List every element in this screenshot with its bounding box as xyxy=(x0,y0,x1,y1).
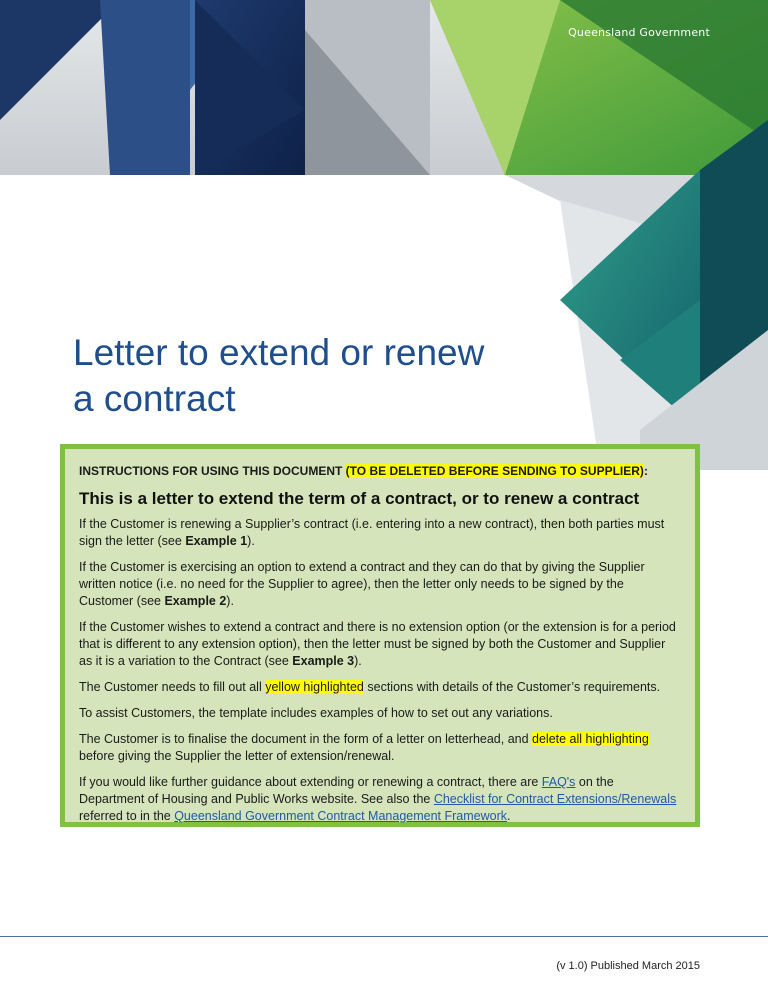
checklist-link[interactable]: Checklist for Contract Extensions/Renewals xyxy=(433,792,677,806)
paragraph-renewal-end: ). xyxy=(247,534,255,548)
letter-purpose-heading: This is a letter to extend the term of a contract, or to renew a contract xyxy=(79,489,640,508)
paragraph-further-guidance xyxy=(79,774,681,825)
paragraph-renewal-text: If the Customer is renewing a Supplier’s contract (i.e. entering into a new contract), then both parties must sign the letter (see xyxy=(79,517,665,548)
document-title xyxy=(73,330,513,422)
paragraph-variation xyxy=(79,619,681,670)
contract-management-framework-link[interactable]: Queensland Government Contract Management Framework xyxy=(174,809,507,823)
paragraph-finalise-pre: The Customer is to finalise the document in the form of a letter on letterhead, and xyxy=(79,732,533,746)
title-line-1: Letter to extend or renew xyxy=(73,332,485,373)
government-label: Queensland Government xyxy=(568,26,710,39)
instructions-box xyxy=(60,444,700,827)
instructions-heading-prefix: INSTRUCTIONS FOR USING THIS DOCUMENT xyxy=(79,464,346,478)
yellow-highlighted-text: yellow highlighted xyxy=(265,680,364,694)
example-1-ref: Example 1 xyxy=(185,534,248,548)
version-published-label: (v 1.0) Published March 2015 xyxy=(556,960,700,972)
paragraph-option-text: If the Customer is exercising an option to extend a contract and they can do that by giving the Supplier written notice (i.e. no need for the Supplier to agree), then the letter only needs to be signed by the Customer (see xyxy=(79,560,645,608)
title-line-2: a contract xyxy=(73,378,236,419)
footer-divider xyxy=(0,936,768,937)
delete-highlighting-text: delete all highlighting xyxy=(532,732,649,746)
delete-before-sending-highlight: (TO BE DELETED BEFORE SENDING TO SUPPLIER) xyxy=(345,464,644,478)
example-3-ref: Example 3 xyxy=(292,654,355,668)
paragraph-examples: To assist Customers, the template includes examples of how to set out any variations. xyxy=(79,706,553,720)
guidance-mid-1: on the Department of Housing and Public Works website. See also the xyxy=(79,775,614,806)
guidance-mid-2: referred to in the xyxy=(79,809,175,823)
instructions-heading xyxy=(79,463,681,480)
paragraph-finalise-post: before giving the Supplier the letter of extension/renewal. xyxy=(79,749,395,763)
paragraph-variation-text: If the Customer wishes to extend a contract and there is no extension option (or the extension is for a period that is different to any extension option), then the letter must be signed by both the Customer and Supplier as it is a variation to the Contract (see xyxy=(79,620,676,668)
paragraph-option-end: ). xyxy=(226,594,234,608)
paragraph-highlight-post: sections with details of the Customer’s requirements. xyxy=(363,680,661,694)
paragraph-variation-end: ). xyxy=(354,654,362,668)
paragraph-option-extension xyxy=(79,559,681,610)
paragraph-renewal xyxy=(79,516,681,550)
paragraph-finalise xyxy=(79,731,681,765)
instructions-heading-suffix: : xyxy=(643,464,648,478)
guidance-end: . xyxy=(507,809,511,823)
faqs-link[interactable]: FAQ's xyxy=(541,775,576,789)
paragraph-highlighted-sections xyxy=(79,679,681,696)
paragraph-highlight-pre: The Customer needs to fill out all xyxy=(79,680,266,694)
guidance-pre: If you would like further guidance about extending or renewing a contract, there are xyxy=(79,775,542,789)
example-2-ref: Example 2 xyxy=(164,594,227,608)
